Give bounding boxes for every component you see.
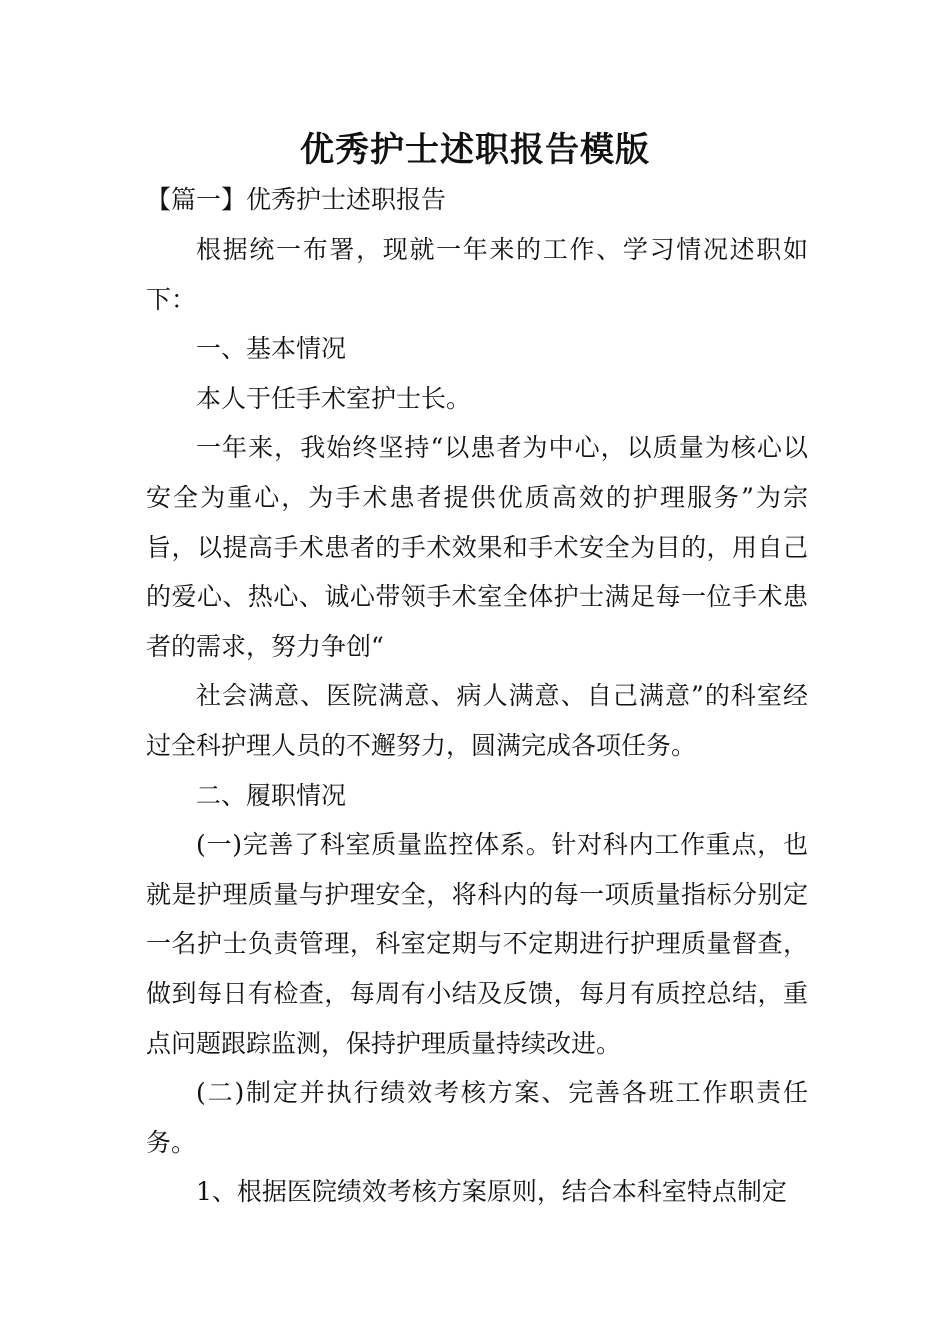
- paragraph-intro: 根据统一布署，现就一年来的工作、学习情况述职如下：: [146, 235, 808, 314]
- heading-duty-performance: 二、履职情况: [196, 780, 347, 810]
- paragraph-position: 本人于任手术室护士长。: [196, 383, 472, 413]
- paragraph-performance-plan: (二)制定并执行绩效考核方案、完善各班工作职责任务。: [146, 1078, 808, 1157]
- section-heading: 【篇一】优秀护士述职报告: [146, 185, 447, 214]
- document-body: [146, 225, 808, 1217]
- paragraph-quality-system: (一)完善了科室质量监控体系。针对科内工作重点，也就是护理质量与护理安全，将科内的每一项质量指标分别定一名护士负责管理，科室定期与不定期进行护理质量督查，做到每日有检查，每周有小结及反馈，每月有质控总结，重点问题跟踪监测，保持护理质量持续改进。: [146, 830, 808, 1058]
- paragraph-item-1: 1、根据医院绩效考核方案原则，结合本科室特点制定: [196, 1177, 787, 1207]
- paragraph-satisfaction: 社会满意、医院满意、病人满意、自己满意”的科室经过全科护理人员的不邂努力，圆满完成各项任务。: [146, 681, 808, 760]
- heading-basic-situation: 一、基本情况: [196, 334, 347, 364]
- paragraph-philosophy: 一年来，我始终坚持“以患者为中心，以质量为核心以安全为重心，为手术患者提供优质高效的护理服务”为宗旨，以提高手术患者的手术效果和手术安全为目的，用自己的爱心、热心、诚心带领手术室全体护士满足每一位手术患者的需求，努力争创“: [146, 433, 808, 661]
- document-title: 优秀护士述职报告模版: [300, 130, 650, 170]
